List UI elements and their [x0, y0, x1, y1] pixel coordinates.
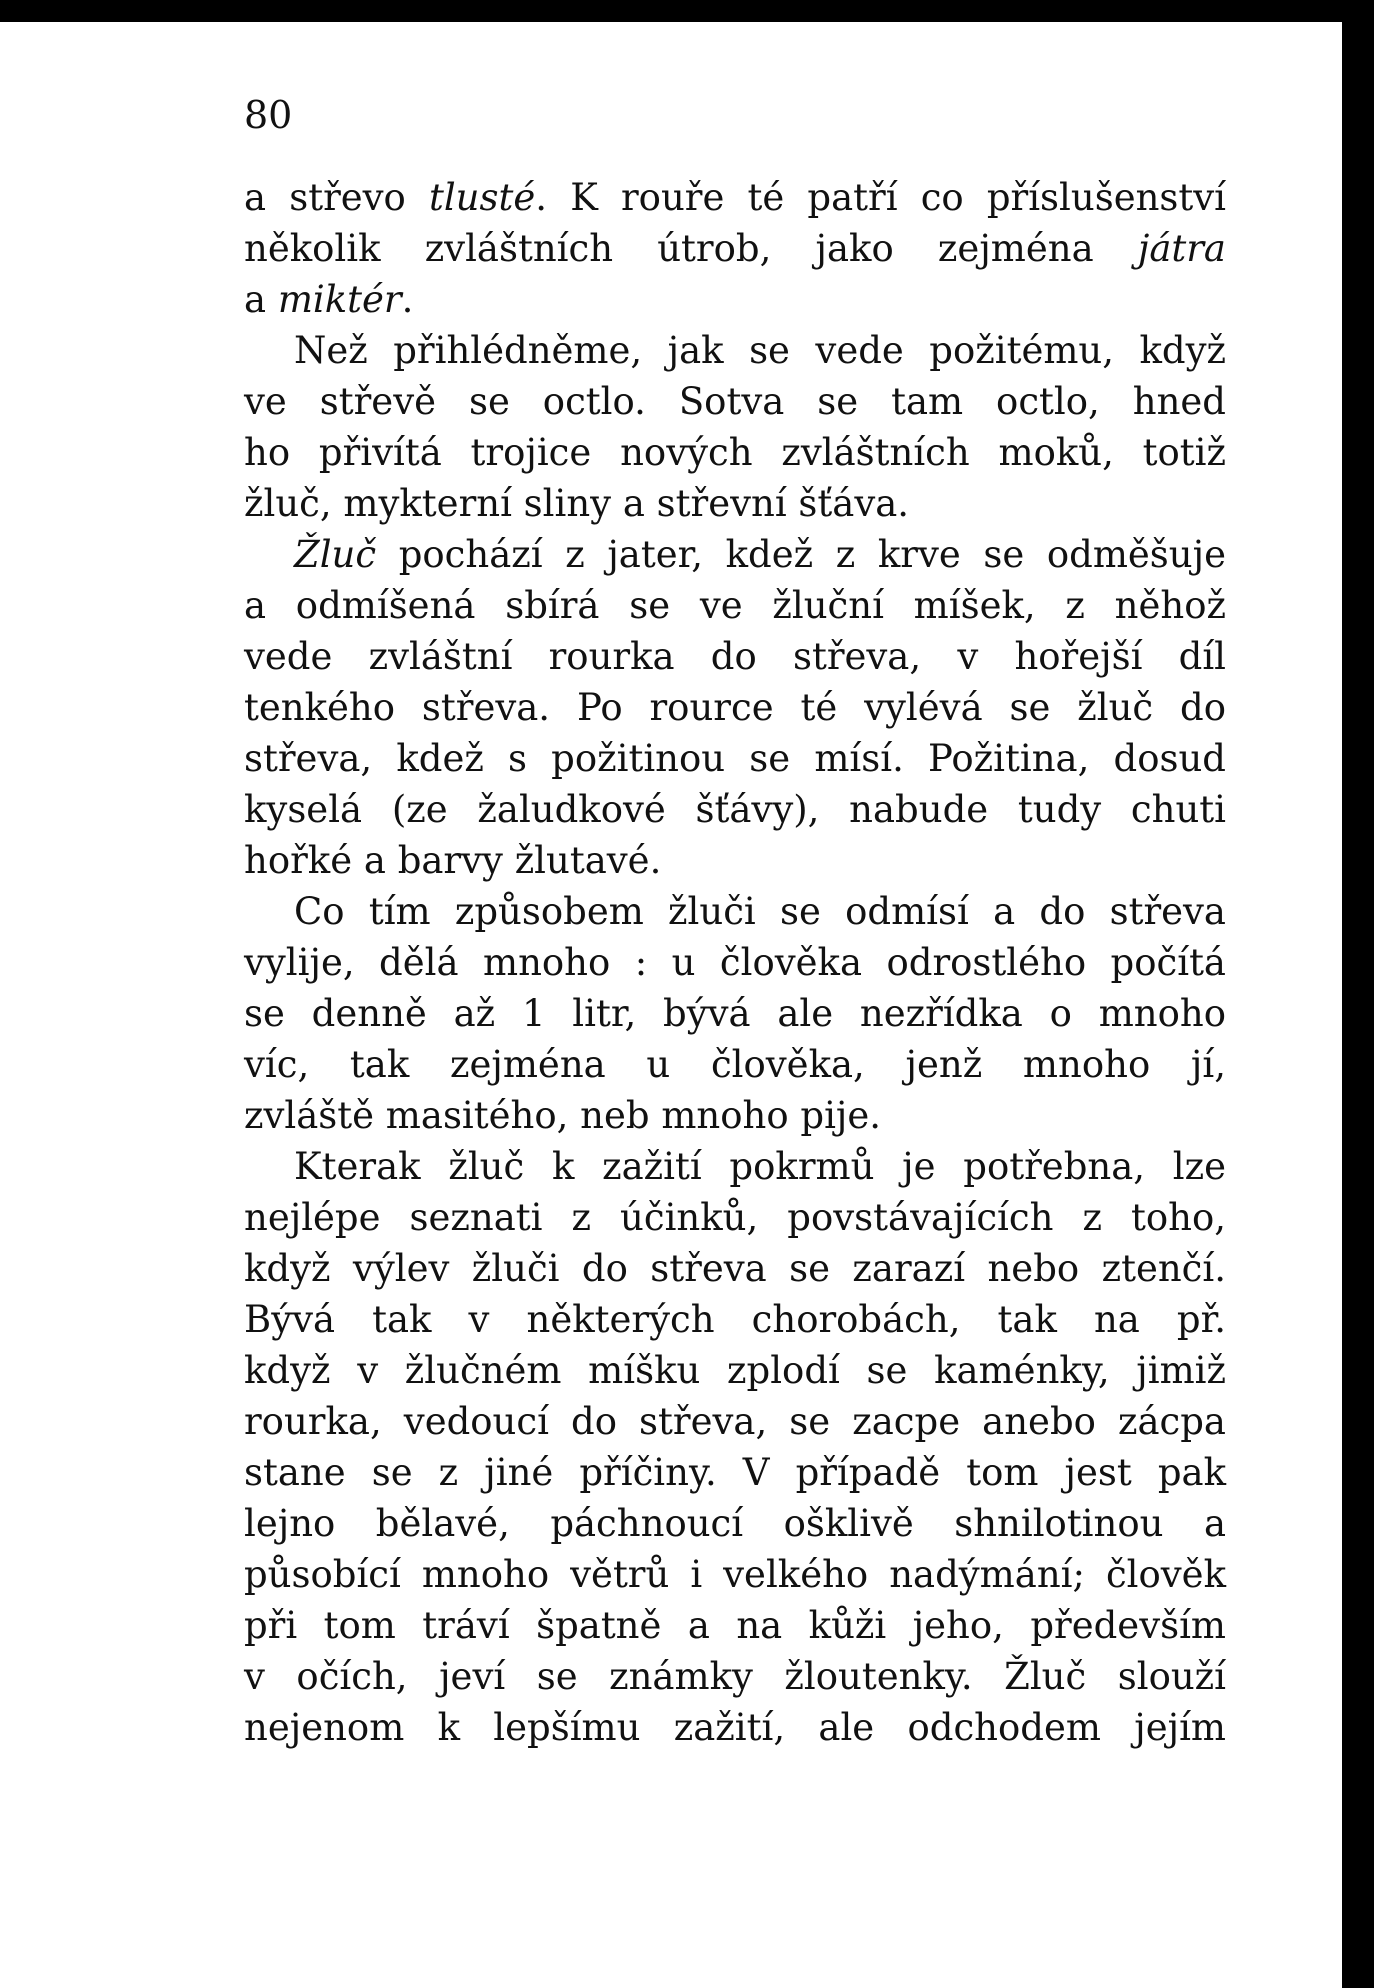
text-line [244, 682, 1226, 733]
text-line [244, 1396, 1226, 1447]
text-segment: vede zvláštní rourka do střeva, v hořejší díl [244, 635, 1226, 678]
text-line [244, 733, 1226, 784]
text-line [244, 1243, 1226, 1294]
text-segment: zvláště masitého, neb mnoho pije. [244, 1094, 882, 1137]
scan-border [1342, 0, 1374, 1988]
text-segment: kyselá (ze žaludkové šťávy), nabude tudy chuti [244, 788, 1226, 831]
text-segment: žluč, mykterní sliny a střevní šťáva. [244, 482, 910, 525]
text-line [244, 835, 1226, 886]
text-segment: a střevo [244, 176, 429, 219]
text-line [244, 1192, 1226, 1243]
text-segment: lejno bělavé, páchnoucí ošklivě shnilotinou a [244, 1502, 1226, 1545]
italic-term: miktér [277, 278, 402, 321]
text-segment: nejenom k lepšímu zažití, ale odchodem jejím [244, 1706, 1226, 1749]
text-line [244, 274, 1226, 325]
text-segment: Kterak žluč k zažití pokrmů je potřebna, lze [294, 1145, 1226, 1188]
text-line [244, 937, 1226, 988]
text-line [244, 427, 1226, 478]
text-line [244, 1498, 1226, 1549]
text-segment: působící mnoho větrů i velkého nadýmání; člověk [244, 1553, 1226, 1596]
text-segment: ve střevě se octlo. Sotva se tam octlo, hned [244, 380, 1226, 423]
text-line [244, 1039, 1226, 1090]
text-line [244, 1447, 1226, 1498]
text-segment: vylije, dělá mnoho : u člověka odrostlého počítá [244, 941, 1226, 984]
text-line [244, 325, 1226, 376]
text-segment: když výlev žluči do střeva se zarazí nebo ztenčí. [244, 1247, 1226, 1290]
text-segment: Co tím způsobem žluči se odmísí a do střeva [294, 890, 1226, 933]
text-segment: hořké a barvy žlutavé. [244, 839, 662, 882]
text-segment: Než přihlédněme, jak se vede požitému, když [294, 329, 1226, 372]
text-line [244, 1651, 1226, 1702]
italic-term: Žluč [294, 533, 377, 576]
text-line [244, 529, 1226, 580]
text-segment: ho přivítá trojice nových zvláštních moků, totiž [244, 431, 1226, 474]
text-segment: . K rouře té patří co příslušenství [535, 176, 1227, 219]
text-line [244, 580, 1226, 631]
text-segment: se denně až 1 litr, bývá ale nezřídka o mnoho [244, 992, 1226, 1035]
text-line [244, 1090, 1226, 1141]
text-segment: při tom tráví špatně a na kůži jeho, především [244, 1604, 1226, 1647]
text-segment: nejlépe seznati z účinků, povstávajících z toho, [244, 1196, 1226, 1239]
text-line [244, 631, 1226, 682]
text-segment: tenkého střeva. Po rource té vylévá se žluč do [244, 686, 1226, 729]
text-segment: stane se z jiné příčiny. V případě tom jest pak [244, 1451, 1226, 1494]
text-line [244, 1345, 1226, 1396]
italic-term: tlusté [428, 176, 536, 219]
text-segment: a [244, 278, 278, 321]
text-segment: pochází z jater, kdež z krve se odměšuje [376, 533, 1226, 576]
text-line [244, 376, 1226, 427]
text-line [244, 1600, 1226, 1651]
text-line [244, 478, 1226, 529]
text-line [244, 1702, 1226, 1753]
text-segment: víc, tak zejména u člověka, jenž mnoho jí, [244, 1043, 1226, 1086]
text-segment: Bývá tak v některých chorobách, tak na př. [244, 1298, 1226, 1341]
text-line [244, 1141, 1226, 1192]
text-segment: několik zvláštních útrob, jako zejména [244, 227, 1138, 270]
text-segment: střeva, kdež s požitinou se mísí. Požitina, dosud [244, 737, 1226, 780]
italic-term: játra [1137, 227, 1226, 270]
text-line [244, 172, 1226, 223]
text-segment: . [401, 278, 414, 321]
text-segment: v očích, jeví se známky žloutenky. Žluč slouží [244, 1655, 1226, 1698]
text-line [244, 988, 1226, 1039]
body-text [244, 172, 1226, 1753]
text-line [244, 784, 1226, 835]
text-segment: rourka, vedoucí do střeva, se zacpe anebo zácpa [244, 1400, 1226, 1443]
text-line [244, 1294, 1226, 1345]
text-segment: když v žlučném míšku zplodí se kaménky, jimiž [244, 1349, 1226, 1392]
text-line [244, 886, 1226, 937]
text-line [244, 1549, 1226, 1600]
text-segment: a odmíšená sbírá se ve žluční míšek, z něhož [244, 584, 1226, 627]
text-line [244, 223, 1226, 274]
page-number: 80 [244, 93, 293, 137]
